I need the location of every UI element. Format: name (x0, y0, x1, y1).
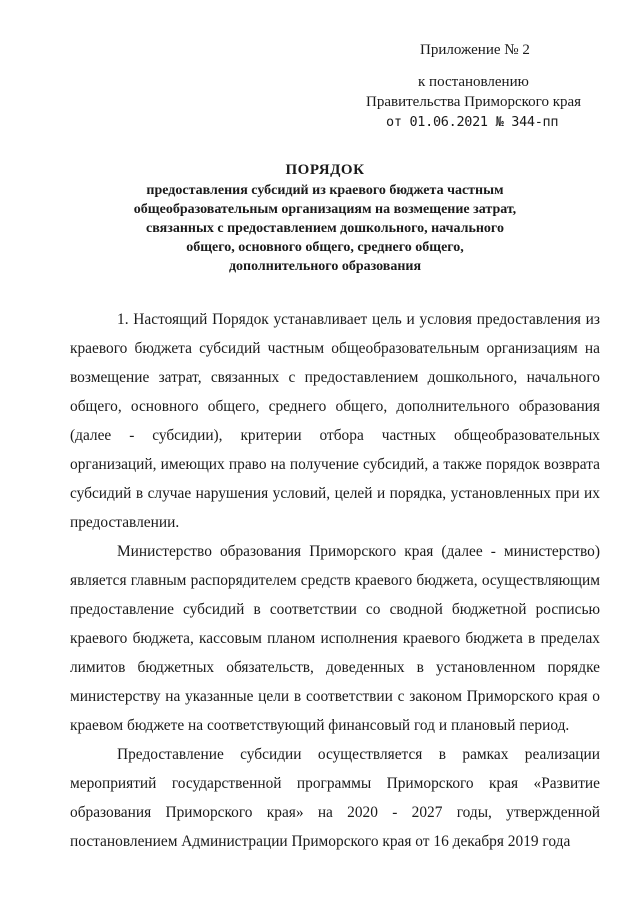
document-title-block (100, 161, 550, 276)
appendix-authority: Правительства Приморского края (366, 94, 582, 110)
appendix-reference: к постановлению (418, 74, 529, 90)
appendix-block (358, 40, 598, 132)
paragraph: Предоставление субсидии осуществляется в рамках реализации мероприятий государственной программы Приморского края «Развитие образования Приморского края» на 2020 - 2027 годы, утвержденной постановлением Администрации Приморского края от 16 декабря 2019 года (70, 746, 600, 850)
subtitle-line: общеобразовательным организациям на возмещение затрат, (133, 202, 517, 217)
appendix-date-number: от 01.06.2021 № 344-пп (386, 114, 559, 130)
subtitle-line: общего, основного общего, среднего общего, (186, 240, 464, 255)
paragraph: 1. Настоящий Порядок устанавливает цель и условия предоставления из краевого бюджета субсидий частным общеобразовательным организациям на возмещение затрат, связанных с предоставлением дошкольного, начального общего, основного общего, среднего общего, дополнительного образования (далее - субсидии), критерии отбора частных общеобразовательных организаций, имеющих право на получение субсидий, а также порядок возврата субсидий в случае нарушения условий, целей и порядка, установленных при их предоставлении. (70, 311, 600, 531)
appendix-number: Приложение № 2 (420, 42, 530, 58)
subtitle-line: предоставления субсидий из краевого бюджета частным (146, 183, 504, 198)
document-body (70, 305, 600, 856)
subtitle-line: связанных с предоставлением дошкольного, начального (146, 221, 504, 236)
document-title: ПОРЯДОК (285, 162, 365, 178)
paragraph: Министерство образования Приморского края (далее - министерство) является главным распорядителем средств краевого бюджета, осуществляющим предоставление субсидий в соответствии со сводной бюджетной росписью краевого бюджета, кассовым планом исполнения краевого бюджета в пределах лимитов бюджетных обязательств, доведенных в установленном порядке министерству на указанные цели в соответствии с законом Приморского края о краевом бюджете на соответствующий финансовый год и плановый период. (70, 543, 600, 734)
subtitle-line: дополнительного образования (228, 259, 422, 274)
